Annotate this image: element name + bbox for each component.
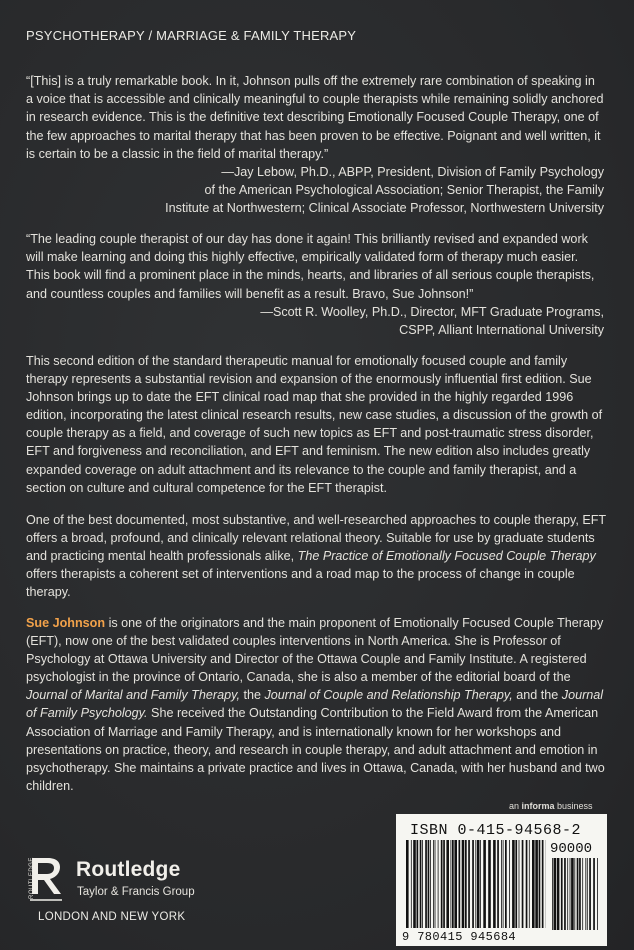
barcode-bar [512,840,515,928]
barcode-bar [557,858,560,930]
paragraph-text [26,614,606,795]
author-bio [26,614,606,795]
attribution-line: of the American Psychological Association; Senior Therapist, the Family [204,183,604,198]
barcode-bar [552,858,553,930]
barcode-bar [477,840,480,928]
barcode-bar [435,840,436,928]
barcode-bar [475,840,476,928]
barcode-bar [422,840,423,928]
attribution-line: —Scott R. Woolley, Ph.D., Director, MFT Graduate Programs, [260,304,604,319]
journal-title: Journal of Family Psychology. [26,688,604,721]
barcode-bar [582,858,583,930]
publisher-cities: LONDON AND NEW YORK [38,911,186,923]
isbn-label: ISBN 0-415-94568-2 [410,822,582,839]
barcode-bar [503,840,504,928]
barcode-bar [522,840,524,928]
barcode-bar [497,840,499,928]
paragraph-text [26,511,606,601]
barcode-bar [462,840,465,928]
barcode-bar [446,840,449,928]
barcode-bar [567,858,568,930]
barcode-bar [579,858,581,930]
barcode-bar [411,840,412,928]
barcode-bar [417,840,419,928]
barcode-bar [561,858,563,930]
barcode-bar [571,858,574,930]
barcode-bar [585,858,586,930]
text-segment: and the [512,688,562,703]
barcode-bar [406,840,409,928]
ean-number: 9 780415 945684 [402,930,517,944]
routledge-side-mark: ROUTLEDGE [29,857,35,899]
text-segment: the [239,688,265,703]
barcode-bar [564,858,566,930]
author-name: Sue Johnson [26,616,106,630]
barcode-bar [465,840,467,928]
journal-title: Journal of Couple and Relationship Therapy, [264,688,513,703]
barcode-bar [443,840,445,928]
description-paragraph-1 [26,352,606,497]
publisher-group: Taylor & Francis Group [77,886,195,898]
barcode-bar [593,858,595,930]
publisher-name: Routledge [76,858,181,881]
barcode-bar [501,840,502,928]
barcode-bar [574,858,575,930]
barcode-bar [413,840,416,928]
barcode-bar [441,840,443,928]
informa-business-tag [509,801,593,811]
category-label: PSYCHOTHERAPY / MARRIAGE & FAMILY THERAPY [26,28,357,43]
barcode-panel [396,814,607,946]
barcode-bar [483,840,486,928]
barcode-bar [472,840,474,928]
barcode-bar [577,858,579,930]
quote-attribution [26,303,604,339]
attribution-line: —Jay Lebow, Ph.D., ABPP, President, Division of Family Psychology [221,165,604,180]
barcode-bar [515,840,517,928]
barcode-bar [433,840,434,928]
barcode-bar [480,840,481,928]
description-paragraph-2 [26,511,606,601]
barcode-bar [526,840,528,928]
barcode-bar [539,840,541,928]
price-code: 90000 [550,841,593,857]
barcode-bar [493,840,496,928]
book-title: The Practice of Emotionally Focused Couple Therapy [297,549,596,564]
barcode-bar [459,840,461,928]
barcode-bar [452,840,454,928]
endorsement-quote-2 [26,230,604,339]
barcode-bar [589,858,591,930]
text-segment: offers therapists a coherent set of interventions and a road map to the process of change in couple therapy. [26,567,575,600]
barcode-bar [428,840,430,928]
barcode-bar [438,840,439,928]
barcode-bar [468,840,470,928]
barcode-bar [488,840,491,928]
barcode-bar [529,840,530,928]
barcode-bar [535,840,538,928]
quote-text: “The leading couple therapist of our day has done it again! This brilliantly revised and expanded work will make learning and doing this highly effective, empirically validated form of therapy much easier. This book will find a prominent place in the minds, hearts, and libraries of all serious couple therapists, and countless couples and families will benefit as a result. Bravo, Sue Johnson!” [26,232,595,301]
barcode-bar [519,840,520,928]
endorsement-quote-1 [26,72,604,218]
text-segment: an [509,801,522,811]
attribution-line: Institute at Northwestern; Clinical Associate Professor, Northwestern University [165,201,604,216]
quote-attribution [26,163,604,218]
paragraph-text: This second edition of the standard therapeutic manual for emotionally focused couple and family therapy represents a substantial revision and expansion of the enormously influential first edition. Sue Johnson brings up to date the EFT clinical road map that she provided in the highly regarded 1996 edition, incorporating the latest clinical research results, new case studies, a discussion of the growth of couple therapy as a field, and coverage of such new topics as EFT and post-traumatic stress disorder, EFT and forgiveness and reconciliation, and EFT and feminism. The new edition also includes greatly expanded coverage on adult attachment and its relevance to the couple and family therapist, and a section on culture and cultural competence for the EFT therapist. [26,354,603,495]
attribution-line: CSPP, Alliant International University [399,323,604,338]
text-segment: is one of the originators and the main proponent of Emotionally Focused Couple Therapy (EFT), now one of the best validated couples interventions in North America. She is Professor of Psychology at Ottawa University and Director of the Ottawa Couple and Family Institute. A registered psychologist in the province of Ontario, Canada, she is also a member of the editorial board of the [26,616,604,685]
barcode-bar [554,858,557,930]
barcode-bar [587,858,588,930]
barcode-bar [509,840,510,928]
text-segment: One of the best documented, most substantive, and well-researched approaches to couple therapy, EFT offers a broad, profound, and clinically relevant relational theory. Suitable for use by graduate students and practicing mental health professionals alike, [26,513,606,564]
informa-brand: informa [521,801,555,811]
quote-text: “[This] is a truly remarkable book. In it, Johnson pulls off the extremely rare combination of speaking in a voice that is accessible and clinically meaningful to couple therapists while remaining solidly anchored in research evidence. This is the definitive text describing Emotionally Focused Couple Therapy, one of the few approaches to marital therapy that has been proven to be effective. Poignant and well written, it is certain to be a classic in the field of marital therapy.” [26,74,604,161]
barcode-bar [570,858,571,930]
barcode-bar [454,840,457,928]
barcode-bar [532,840,535,928]
barcode-bar [505,840,507,928]
barcode-bar [425,840,427,928]
barcode-addon-icon [552,858,598,932]
text-segment: business [554,801,593,811]
journal-title: Journal of Marital and Family Therapy, [26,688,240,703]
text-segment: She received the Outstanding Contribution to the Field Award from the American Association of Marriage and Family Therapy, and is internationally known for her workshops and presentations on practice, theory, and research in couple therapy, and adult attachment and emotion in psychotherapy. She maintains a private practice and lives in Ottawa, Canada, with her husband and two children. [26,706,605,793]
barcode-main-icon [406,840,546,932]
barcode-bar [430,840,431,928]
barcode-bar [420,840,422,928]
barcode-bar [542,840,544,928]
barcode-bar [597,858,598,930]
barcode-bar [451,840,452,928]
